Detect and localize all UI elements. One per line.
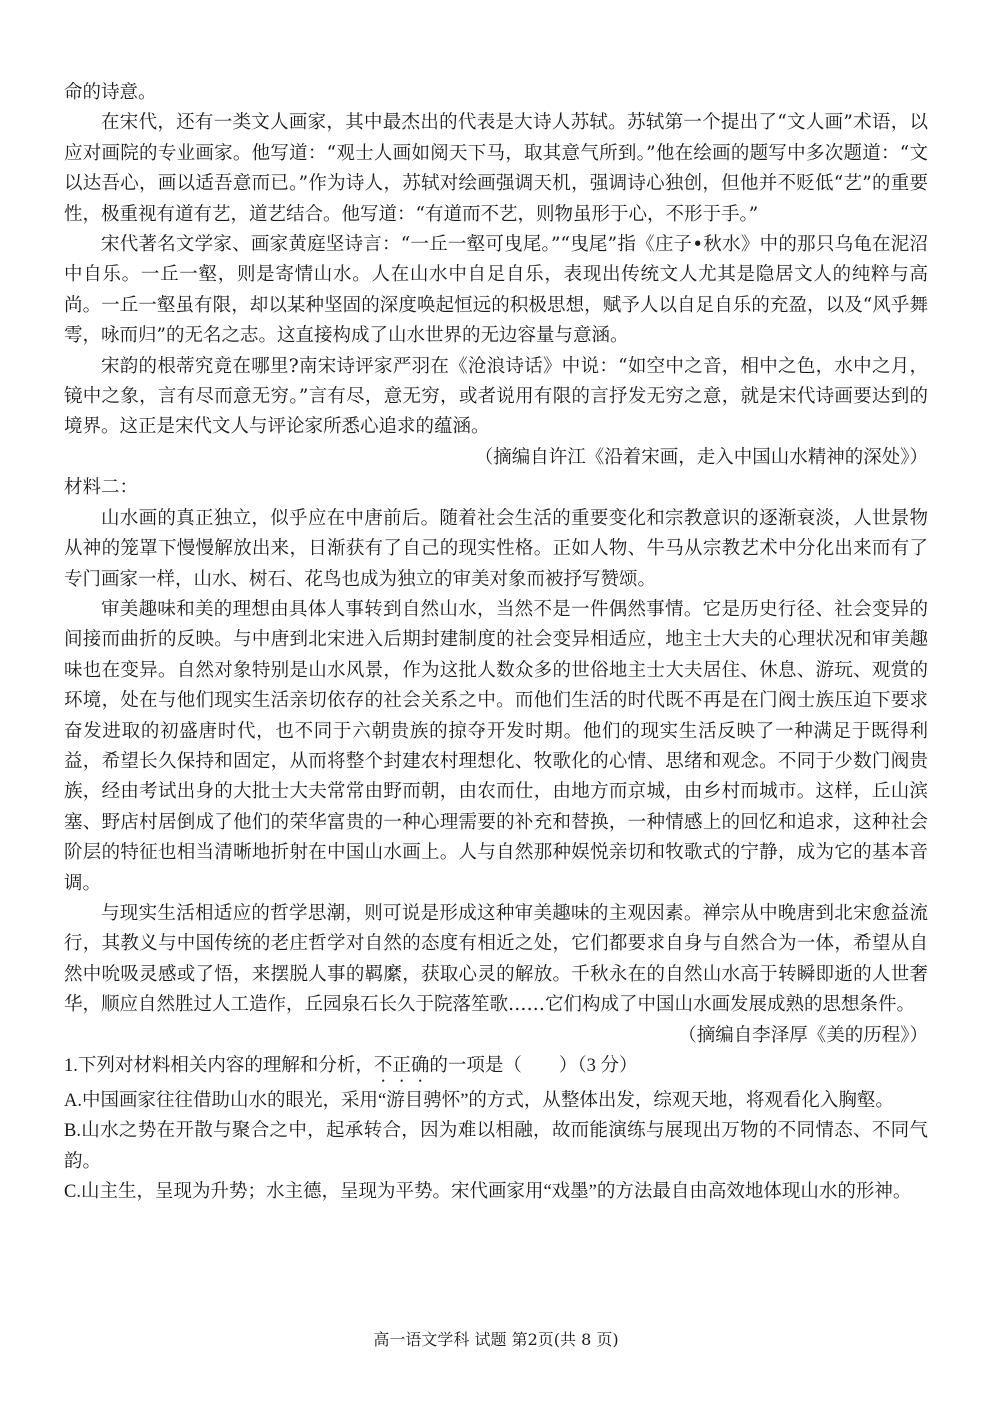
paragraph: 在宋代，还有一类文人画家，其中最杰出的代表是大诗人苏轼。苏轼第一个提出了“文人画”术语，以应对画院的专业画家。他写道：“观士人画如阅天下马，取其意气所到。”他在绘画的题写中多次题道：“文以达吾心，画以适吾意而已。”作为诗人，苏轼对绘画强调天机，强调诗心独创，但他并不贬低“艺”的重要性，极重视有道有艺，道艺结合。他写道：“有道而不艺，则物虽形于心，不形于手。”	[64, 112, 928, 225]
material1-source: （摘编自许江《沿着宋画，走入中国山水精神的深处》）	[474, 446, 928, 468]
page-footer: 高一语文学科 试题 第2页(共 8 页)	[373, 1330, 619, 1349]
paragraph: 山水画的真正独立，似乎应在中唐前后。随着社会生活的重要变化和宗教意识的逐渐衰淡，人世景物从神的笼罩下慢慢解放出来，日渐获有了自己的现实性格。正如人物、牛马从宗教艺术中分化出来而有了专门画家一样，山水、树石、花鸟也成为独立的审美对象而被抒写赞颂。	[64, 507, 928, 590]
material2-source: （摘编自李泽厚《美的历程》）	[678, 1024, 928, 1046]
paragraph: 宋代著名文学家、画家黄庭坚诗言：“一丘一壑可曳尾。”“曳尾”指《庄子•秋水》中的那只乌龟在泥沼中自乐。一丘一壑，则是寄情山水。人在山水中自足自乐，表现出传统文人尤其是隐居文人的纯粹与高尚。一丘一壑虽有限，却以某种坚固的深度唤起恒远的积极思想，赋予人以自足自乐的充盈，以及“风乎舞雩，咏而归”的无名之志。这直接构成了山水世界的无边容量与意涵。	[64, 234, 928, 347]
question-1-emphasis: 不正确	[373, 1056, 430, 1076]
question-1-option-a: A.中国画家往往借助山水的眼光，采用“游目骋怀”的方式，从整体出发，综观天地，将观看化入胸壑。	[64, 1091, 894, 1111]
question-1-option-b: B.山水之势在开散与聚合之中，起承转合，因为难以相融，故而能演练与展现出万物的不同情态、不同气韵。	[64, 1121, 928, 1172]
paragraph: 与现实生活相适应的哲学思潮，则可说是形成这种审美趣味的主观因素。禅宗从中晚唐到北宋愈益流行，其教义与中国传统的老庄哲学对自然的态度有相近之处，它们都要求自身与自然合为一体，希望从自然中吮吸灵感或了悟，来摆脱人事的羁縻，获取心灵的解放。千秋永在的自然山水高于转瞬即逝的人世奢华，顺应自然胜过人工造作，丘园泉石长久于院落笙歌……它们构成了中国山水画发展成熟的思想条件。	[64, 902, 928, 1016]
material2-heading: 材料二：	[64, 477, 139, 499]
document-body	[64, 78, 928, 1208]
question-1-option-c: C.山主生，呈现为升势；水主德，呈现为平势。宋代画家用“戏墨”的方法最自由高效地体现山水的形神。	[64, 1182, 912, 1203]
paragraph: 宋韵的根蒂究竟在哪里?南宋诗评家严羽在《沧浪诗话》中说：“如空中之音，相中之色，水中之月，镜中之象，言有尽而意无穷。”言有尽，意无穷，或者说用有限的言抒发无穷之意，就是宋代诗画要达到的境界。这正是宋代文人与评论家所悉心追求的蕴涵。	[64, 355, 928, 438]
question-1-stem	[64, 1051, 928, 1086]
paragraph: 审美趣味和美的理想由具体人事转到自然山水，当然不是一件偶然事情。它是历史行径、社会变异的间接而曲折的反映。与中唐到北宋进入后期封建制度的社会变异相适应，地主士大夫的心理状况和审美趣味也在变异。自然对象特别是山水风景，作为这批人数众多的世俗地主士大夫居住、休息、游玩、观赏的环境，处在与他们现实生活亲切依存的社会关系之中。而他们生活的时代既不再是在门阀士族压迫下要求奋发进取的初盛唐时代，也不同于六朝贵族的掠夺开发时期。他们的现实生活反映了一种满足于既得利益，希望长久保持和固定，从而将整个封建农村理想化、牧歌化的心情、思绪和观念。不同于少数门阀贵族，经由考试出身的大批士大夫常常由野而朝，由农而仕，由地方而京城，由乡村而城市。这样，丘山滨塞、野店村居倒成了他们的荣华富贵的一种心理需要的补充和替换，一种情感上的回忆和追求，这种社会阶层的特征也相当清晰地折射在中国山水画上。人与自然那种娱悦亲切和牧歌式的宁静，成为它的基本音调。	[64, 598, 928, 894]
question-1-suffix: 的一项是（ ）（3 分）	[429, 1056, 638, 1076]
continuation-text: 命的诗意。	[64, 82, 157, 103]
question-1-prefix: 1.下列对材料相关内容的理解和分析，	[64, 1056, 374, 1076]
